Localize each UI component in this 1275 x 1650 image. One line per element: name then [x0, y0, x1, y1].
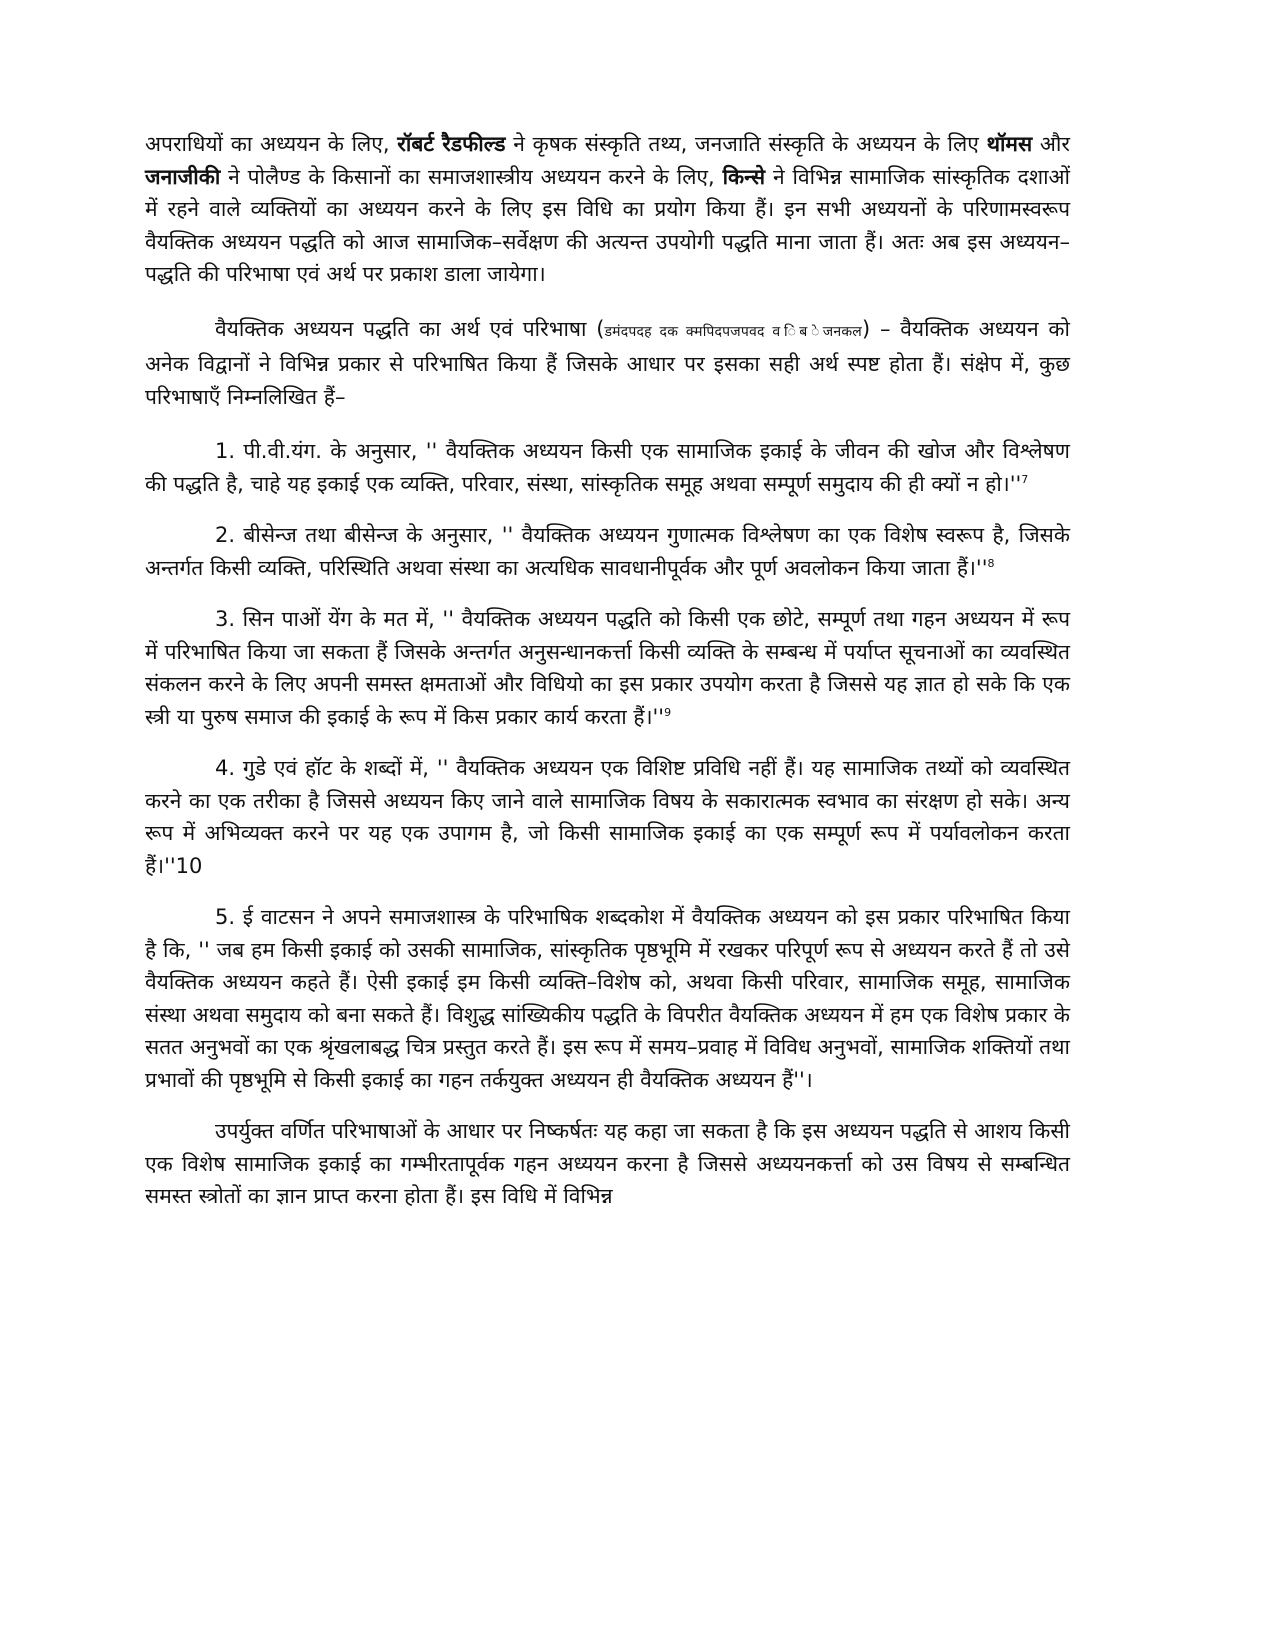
definition-3 — [145, 603, 1070, 733]
intro-text-4: ने पोलैण्ड के किसानों का समाजशास्त्रीय अध्ययन करने के लिए, — [220, 164, 723, 189]
footnote-ref: 7 — [1021, 472, 1029, 486]
definition-text: 2. बीसेन्ज तथा बीसेन्ज के अनुसार, '' वैयक्तिक अध्ययन गुणात्मक विश्लेषण का एक विशेष स्वरूप है, जिसके अन्तर्गत किसी व्यक्ति, परिस्थिति अथवा संस्था का अत्यधिक सावधानीपूर्वक और पूर्ण अवलोकन किया जाता हैं।'' — [145, 523, 1070, 580]
document-page — [145, 128, 1070, 1213]
name-kinsey: किन्से — [722, 164, 766, 189]
meaning-paragraph — [145, 313, 1070, 414]
definition-5 — [145, 901, 1070, 1096]
footnote-ref: 8 — [987, 556, 995, 570]
definition-4 — [145, 752, 1070, 882]
definition-text: 4. गुडे एवं हॉट के शब्दों में, '' वैयक्तिक अध्ययन एक विशिष्ट प्रविधि नहीं हैं। यह सामाजिक तथ्यों को व्यवस्थित करने का एक तरीका है जिससे अध्ययन किए जाने वाले सामाजिक विषय के सकारात्मक स्वभाव का संरक्षण हो सके। अन्य रूप में अभिव्यक्त करने पर यह एक उपागम है, जो किसी सामाजिक इकाई का एक सम्पूर्ण रूप में पर्यावलोकन करता हैं।''10 — [145, 756, 1070, 878]
intro-text-2: ने कृषक संस्कृति तथ्य, जनजाति संस्कृति के अध्ययन के लिए — [505, 132, 987, 156]
definition-text: 3. सिन पाओं येंग के मत में, '' वैयक्तिक अध्ययन पद्धति को किसी एक छोटे, सम्पूर्ण तथा गहन अध्ययन में रूप में परिभाषित किया जा सकता हैं जिसके अन्तर्गत अनुसन्धानकर्त्ता किसी व्यक्ति के सम्बन्ध में पर्याप्त सूचनाओं का व्यवस्थित संकलन करने के लिए अपनी समस्त क्षमताओं और विधियो का इस प्रकार उपयोग करता है जिससे यह ज्ञात हो सके कि एक स्त्री या पुरुष समाज की इकाई के रूप में किस प्रकार कार्य करता हैं।'' — [145, 607, 1070, 729]
intro-text-5: ने विभिन्न सामाजिक सांस्कृतिक दशाओं में रहने वाले व्यक्तियों का अध्ययन करने के लिए इस विधि का प्रयोग किया हैं। इन सभी अध्ययनों के परिणामस्वरूप वैयक्तिक अध्ययन पद्धति को आज सामाजिक–सर्वेक्षण की अत्यन्त उपयोगी पद्धति माना जाता हैं। अतः अब इस अध्ययन–पद्धति की परिभाषा एवं अर्थ पर प्रकाश डाला जायेगा। — [145, 164, 1070, 286]
definition-2 — [145, 519, 1070, 584]
name-znaniecki: जनाजीकी — [145, 164, 221, 189]
definition-1 — [145, 435, 1070, 500]
footnote-ref: 9 — [664, 705, 672, 719]
definition-text: 1. पी.वी.यंग. के अनुसार, '' वैयक्तिक अध्ययन किसी एक सामाजिक इकाई के जीवन की खोज और विश्लेषण की पद्धति है, चाहे यह इकाई एक व्यक्ति, परिवार, संस्था, सांस्कृतिक समूह अथवा सम्पूर्ण समुदाय की ही क्यों न हो।'' — [145, 439, 1070, 496]
conclusion-paragraph — [145, 1115, 1070, 1213]
meaning-text-1: वैयक्तिक अध्ययन पद्धति का अर्थ एवं परिभाषा ( — [215, 316, 605, 341]
conclusion-text: उपर्युक्त वर्णित परिभाषाओं के आधार पर निष्कर्षतः यह कहा जा सकता है कि इस अध्ययन पद्धति से आशय किसी एक विशेष सामाजिक इकाई का गम्भीरतापूर्वक गहन अध्ययन करना है जिससे अध्ययनकर्त्ता को उस विषय से सम्बन्धित समस्त स्त्रोतों का ज्ञान प्राप्त करना होता हैं। इस विधि में विभिन्न — [145, 1119, 1070, 1208]
intro-paragraph — [145, 128, 1070, 291]
definition-text: 5. ई वाटसन ने अपने समाजशास्त्र के परिभाषिक शब्दकोश में वैयक्तिक अध्ययन को इस प्रकार परिभाषित किया है कि, '' जब हम किसी इकाई को उसकी सामाजिक, सांस्कृतिक पृष्ठभूमि में रखकर परिपूर्ण रूप से अध्ययन करते हैं तो उसे वैयक्तिक अध्ययन कहते हैं। ऐसी इकाई इम किसी व्यक्ति–विशेष को, अथवा किसी परिवार, सामाजिक समूह, सामाजिक संस्था अथवा समुदाय को बना सकते हैं। विशुद्ध सांख्यिकीय पद्धति के विपरीत वैयक्तिक अध्ययन में हम एक विशेष प्रकार के सतत अनुभवों का एक श्रृंखलाबद्ध चित्र प्रस्तुत करते हैं। इस रूप में समय–प्रवाह में विविध अनुभवों, सामाजिक शक्तियों तथा प्रभावों की पृष्ठभूमि से किसी इकाई का गहन तर्कयुक्त अध्ययन ही वैयक्तिक अध्ययन हैं''। — [145, 905, 1070, 1092]
meaning-text-2: ) – वैयक्तिक अध्ययन को अनेक विद्वानों ने विभिन्न प्रकार से परिभाषित किया हैं जिसके आधार पर इसका सही अर्थ स्पष्ट होता हैं। संक्षेप में, कुछ परिभाषाएँ निम्नलिखित हैं– — [145, 316, 1070, 409]
intro-text-3: और — [1032, 132, 1070, 156]
name-thomas: थॉमस — [986, 132, 1033, 156]
intro-text-1: अपराधियों का अध्ययन के लिए, — [145, 132, 398, 156]
meaning-garbled-english: डमंदपदह दक क्मपिदपजपवद व िंब ेजनकल — [604, 323, 862, 340]
name-redfield: रॉबर्ट रैडफील्ड — [397, 132, 506, 156]
